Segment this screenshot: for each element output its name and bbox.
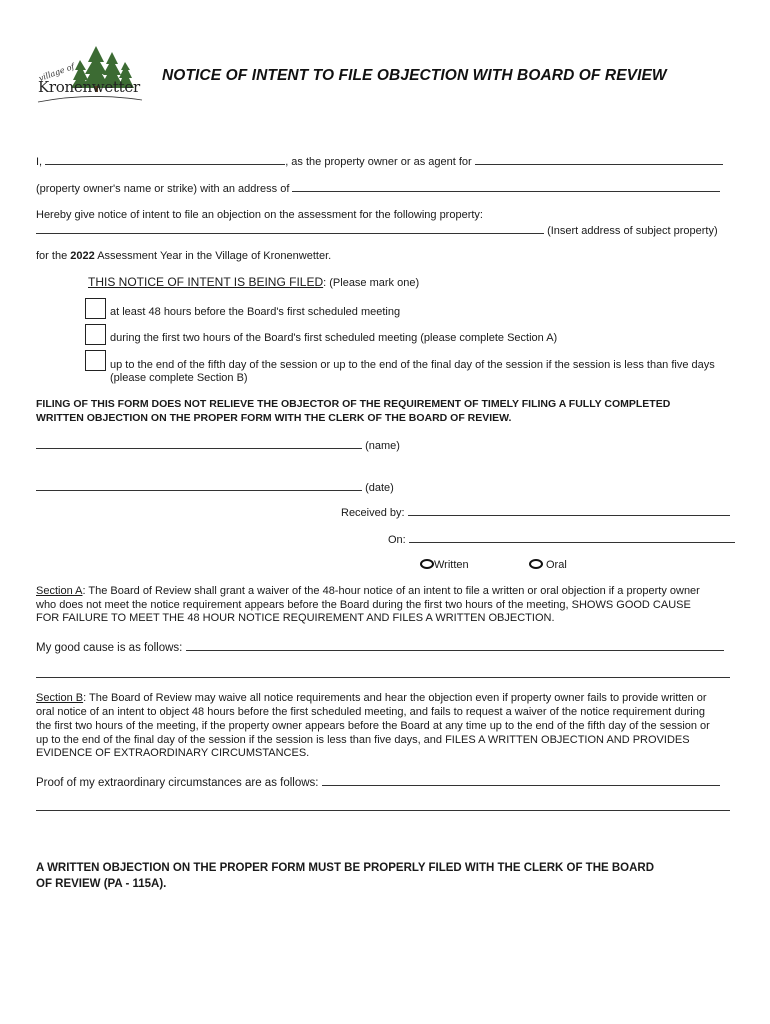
received-by-row — [341, 504, 730, 520]
section-b-line-2: oral notice of an intent to object 48 hours before the first scheduled meeting, and fails to request a waiver of the notice requirement during — [36, 706, 705, 718]
proof-field[interactable] — [322, 774, 720, 786]
section-a-line-2: who does not meet the notice requirement appears before the Board during the first two hours of the meeting, SHOWS GOOD CAUSE — [36, 599, 691, 611]
on-row — [388, 531, 735, 547]
option-fifth-day-label: up to the end of the fifth day of the session or up to the end of the final day of the session if the session is less than five days — [110, 359, 715, 371]
intro-line-5 — [36, 249, 331, 263]
proof-row — [36, 774, 720, 790]
filing-heading-text: THIS NOTICE OF INTENT IS BEING FILED — [88, 275, 324, 289]
proof-label: Proof of my extraordinary circumstances are as follows: — [36, 777, 319, 789]
option-first-two-hours-label: during the first two hours of the Board's first scheduled meeting (please complete Section A) — [110, 332, 558, 344]
oral-radio[interactable] — [529, 559, 543, 569]
good-cause-field[interactable] — [186, 639, 724, 651]
option-fifth-day-checkbox[interactable] — [85, 350, 106, 371]
intro-i: I, — [36, 156, 43, 168]
oral-label: Oral — [546, 559, 567, 571]
on-field[interactable] — [409, 531, 735, 543]
intro-line-2 — [36, 180, 720, 196]
logo-name: Kronenwetter — [38, 78, 140, 96]
section-a-label: Section A — [36, 585, 83, 597]
footer-line-1: A WRITTEN OBJECTION ON THE PROPER FORM MUST BE PROPERLY FILED WITH THE CLERK OF THE BOARD — [36, 862, 655, 874]
good-cause-label: My good cause is as follows: — [36, 642, 183, 654]
section-b-line-3: the first two hours of the meeting, if the property owner appears before the Board at any time up to the end of the fifth day of the session or — [36, 720, 710, 732]
intro-line-3: Hereby give notice of intent to file an objection on the assessment for the following property: — [36, 209, 483, 221]
property-address-field[interactable] — [36, 222, 544, 234]
name-field[interactable] — [36, 437, 362, 449]
option-48-hours-label: at least 48 hours before the Board's first scheduled meeting — [110, 306, 401, 318]
agent-for-field[interactable] — [475, 153, 723, 165]
section-b-line-5: EVIDENCE OF EXTRAORDINARY CIRCUMSTANCES. — [36, 747, 310, 759]
option-fifth-day-label-2: (please complete Section B) — [110, 372, 248, 384]
written-label: Written — [434, 559, 469, 571]
assessment-year: 2022 — [70, 250, 95, 262]
proof-field-line-2[interactable] — [36, 810, 730, 811]
intro-line-4 — [36, 222, 718, 238]
footer-line-2: OF REVIEW (PA - 115A). — [36, 878, 167, 890]
year-suffix: Assessment Year in the Village of Kronenwetter. — [97, 250, 332, 262]
date-row — [36, 479, 394, 495]
written-radio[interactable] — [420, 559, 434, 569]
warning-line-1: FILING OF THIS FORM DOES NOT RELIEVE THE OBJECTOR OF THE REQUIREMENT OF TIMELY FILING A FULLY COMPLETED — [36, 398, 671, 410]
section-a-line-1 — [36, 584, 700, 598]
date-field[interactable] — [36, 479, 362, 491]
intro-agent-text: , as the property owner or as agent for — [285, 156, 472, 168]
on-label: On: — [388, 534, 406, 546]
section-b-text-1: : The Board of Review may waive all notice requirements and hear the objection even if property owner fails to provide written or — [83, 692, 707, 704]
owner-name-field[interactable] — [45, 153, 285, 165]
intro-line-1 — [36, 153, 723, 169]
section-b-label: Section B — [36, 692, 84, 704]
logo-small-text: village of — [37, 61, 76, 84]
intro-address-text: (property owner's name or strike) with an address of — [36, 183, 290, 195]
filing-heading-note: : (Please mark one) — [323, 277, 420, 289]
option-48-hours-checkbox[interactable] — [85, 298, 106, 319]
filing-heading — [88, 275, 419, 290]
name-label: (name) — [365, 440, 400, 452]
good-cause-row — [36, 639, 724, 655]
year-prefix: for the — [36, 250, 68, 262]
section-b-line-4: up to the end of the final day of the session if the session is less than five days, and FILES A WRITTEN OBJECTION AND PROVIDES — [36, 734, 690, 746]
owner-address-field[interactable] — [292, 180, 720, 192]
section-a-line-3: FOR FAILURE TO MEET THE 48 HOUR NOTICE REQUIREMENT AND FILES A WRITTEN OBJECTION. — [36, 612, 555, 624]
warning-line-2: WRITTEN OBJECTION ON THE PROPER FORM WITH THE CLERK OF THE BOARD OF REVIEW. — [36, 412, 512, 424]
option-first-two-hours-checkbox[interactable] — [85, 324, 106, 345]
received-by-label: Received by: — [341, 507, 405, 519]
name-row — [36, 437, 400, 453]
village-logo — [30, 40, 150, 108]
good-cause-field-line-2[interactable] — [36, 677, 730, 678]
received-by-field[interactable] — [408, 504, 730, 516]
section-a-text-1: : The Board of Review shall grant a waiver of the 48-hour notice of an intent to file a written or oral objection if a property owner — [82, 585, 700, 597]
property-address-hint: (Insert address of subject property) — [547, 225, 718, 237]
date-label: (date) — [365, 482, 394, 494]
page-title: NOTICE OF INTENT TO FILE OBJECTION WITH BOARD OF REVIEW — [162, 67, 667, 84]
section-b-line-1 — [36, 691, 707, 705]
